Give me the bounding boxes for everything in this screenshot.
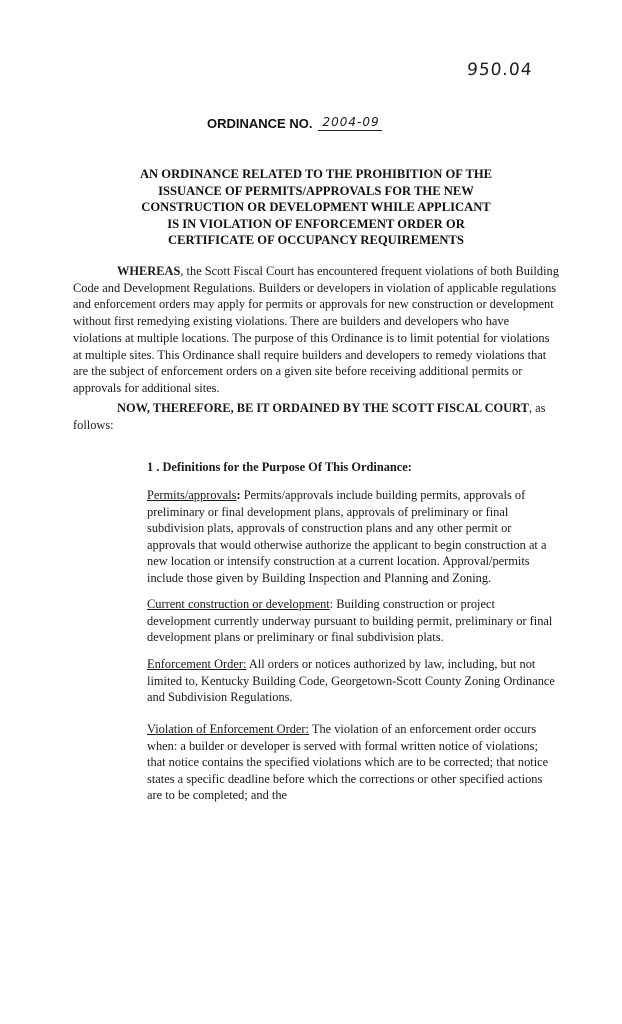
whereas-paragraph [73, 263, 563, 397]
definition-line: preliminary or final development plans, approvals of preliminary or final [147, 504, 509, 519]
definition-line: states a specific deadline before which the corrections or other specified actions [147, 771, 543, 786]
handwritten-file-number: 950.04 [466, 60, 534, 80]
title-line: IS IN VIOLATION OF ENFORCEMENT ORDER OR [167, 216, 465, 231]
paragraph-line [73, 400, 563, 417]
now-therefore-lead: NOW, THEREFORE, BE IT ORDAINED BY THE SCOTT FISCAL COURT [117, 401, 529, 415]
line-text: Building construction or project [333, 597, 495, 611]
definition-line: when: a builder or developer is served with formal written notice of violations; [147, 738, 538, 753]
definition-enforcement-order [147, 656, 557, 706]
definition-line [147, 487, 557, 504]
paragraph-line: without first remedying existing violations. There are builders and developers who have [73, 314, 510, 329]
line-text: The violation of an enforcement order occurs [309, 722, 537, 736]
definition-term: Permits/approvals [147, 488, 237, 502]
definition-line: development currently underway pursuant to building permit, preliminary or final [147, 613, 553, 628]
definition-line: are to be completed; and the [147, 788, 288, 803]
definition-line: subdivision plats, approvals of construction plans and any other permit or [147, 521, 512, 536]
whereas-lead: WHEREAS [117, 264, 181, 278]
definition-permits-approvals [147, 487, 557, 587]
definition-line: that notice contains the specified violations which are to be corrected; that notice [147, 755, 549, 770]
paragraph-line: and enforcement orders may apply for permits or approvals for new construction or development [73, 297, 554, 312]
paragraph-line: violations at multiple locations. The purpose of this Ordinance is to limit potential for violations [73, 330, 550, 345]
paragraph-line: at multiple sites. This Ordinance shall require builders and developers to remedy violations that [73, 347, 547, 362]
definition-line: limited to, Kentucky Building Code, Georgetown-Scott County Zoning Ordinance [147, 673, 555, 688]
ordinance-label: ORDINANCE NO. [207, 116, 313, 131]
title-line: CONSTRUCTION OR DEVELOPMENT WHILE APPLICANT [141, 200, 491, 215]
definition-line: include those given by Building Inspection and Planning and Zoning. [147, 570, 492, 585]
definition-line: development plans or preliminary or final subdivision plats. [147, 630, 444, 645]
section-1-heading: 1 . Definitions for the Purpose Of This Ordinance: [147, 460, 412, 474]
line-text: , as [528, 401, 546, 415]
definition-line: approvals that would otherwise authorize the applicant to begin construction at a [147, 537, 547, 552]
paragraph-line: are the subject of enforcement orders on a given site before receiving additional permits or [73, 364, 523, 379]
paragraph-line: approvals for additional sites. [73, 380, 220, 395]
definition-line: and Subdivision Regulations. [147, 690, 293, 705]
definition-line: new location or intensify construction at a current location. Approval/permits [147, 554, 530, 569]
line-text: Permits/approvals include building permits, approvals of [240, 488, 526, 502]
ordinance-heading [207, 114, 382, 131]
ordinance-title [110, 166, 522, 249]
line-text: , the Scott Fiscal Court has encountered frequent violations of both Building [180, 264, 559, 278]
term-separator: : [236, 488, 241, 502]
definition-line [147, 721, 557, 738]
paragraph-line: follows: [73, 417, 114, 432]
line-text: All orders or notices authorized by law, including, but not [246, 657, 536, 671]
paragraph-line [73, 263, 563, 280]
term-separator: : [329, 597, 334, 611]
title-line: ISSUANCE OF PERMITS/APPROVALS FOR THE NEW [158, 183, 474, 198]
definition-term: Current construction or development [147, 597, 330, 611]
definition-term: Violation of Enforcement Order: [147, 722, 309, 736]
title-line: AN ORDINANCE RELATED TO THE PROHIBITION OF THE [139, 167, 493, 181]
handwritten-ordinance-number: 2004-09 [322, 115, 380, 129]
definition-term: Enforcement Order: [147, 657, 247, 671]
paragraph-line: Code and Development Regulations. Builders or developers in violation of applicable regulations [73, 280, 557, 295]
title-line: CERTIFICATE OF OCCUPANCY REQUIREMENTS [168, 233, 464, 248]
ordinance-number-blank [318, 114, 382, 131]
definition-current-construction [147, 596, 557, 646]
definition-line [147, 596, 557, 613]
now-therefore-paragraph [73, 400, 563, 433]
definition-violation-of-enforcement-order [147, 721, 557, 804]
definition-line [147, 656, 557, 673]
